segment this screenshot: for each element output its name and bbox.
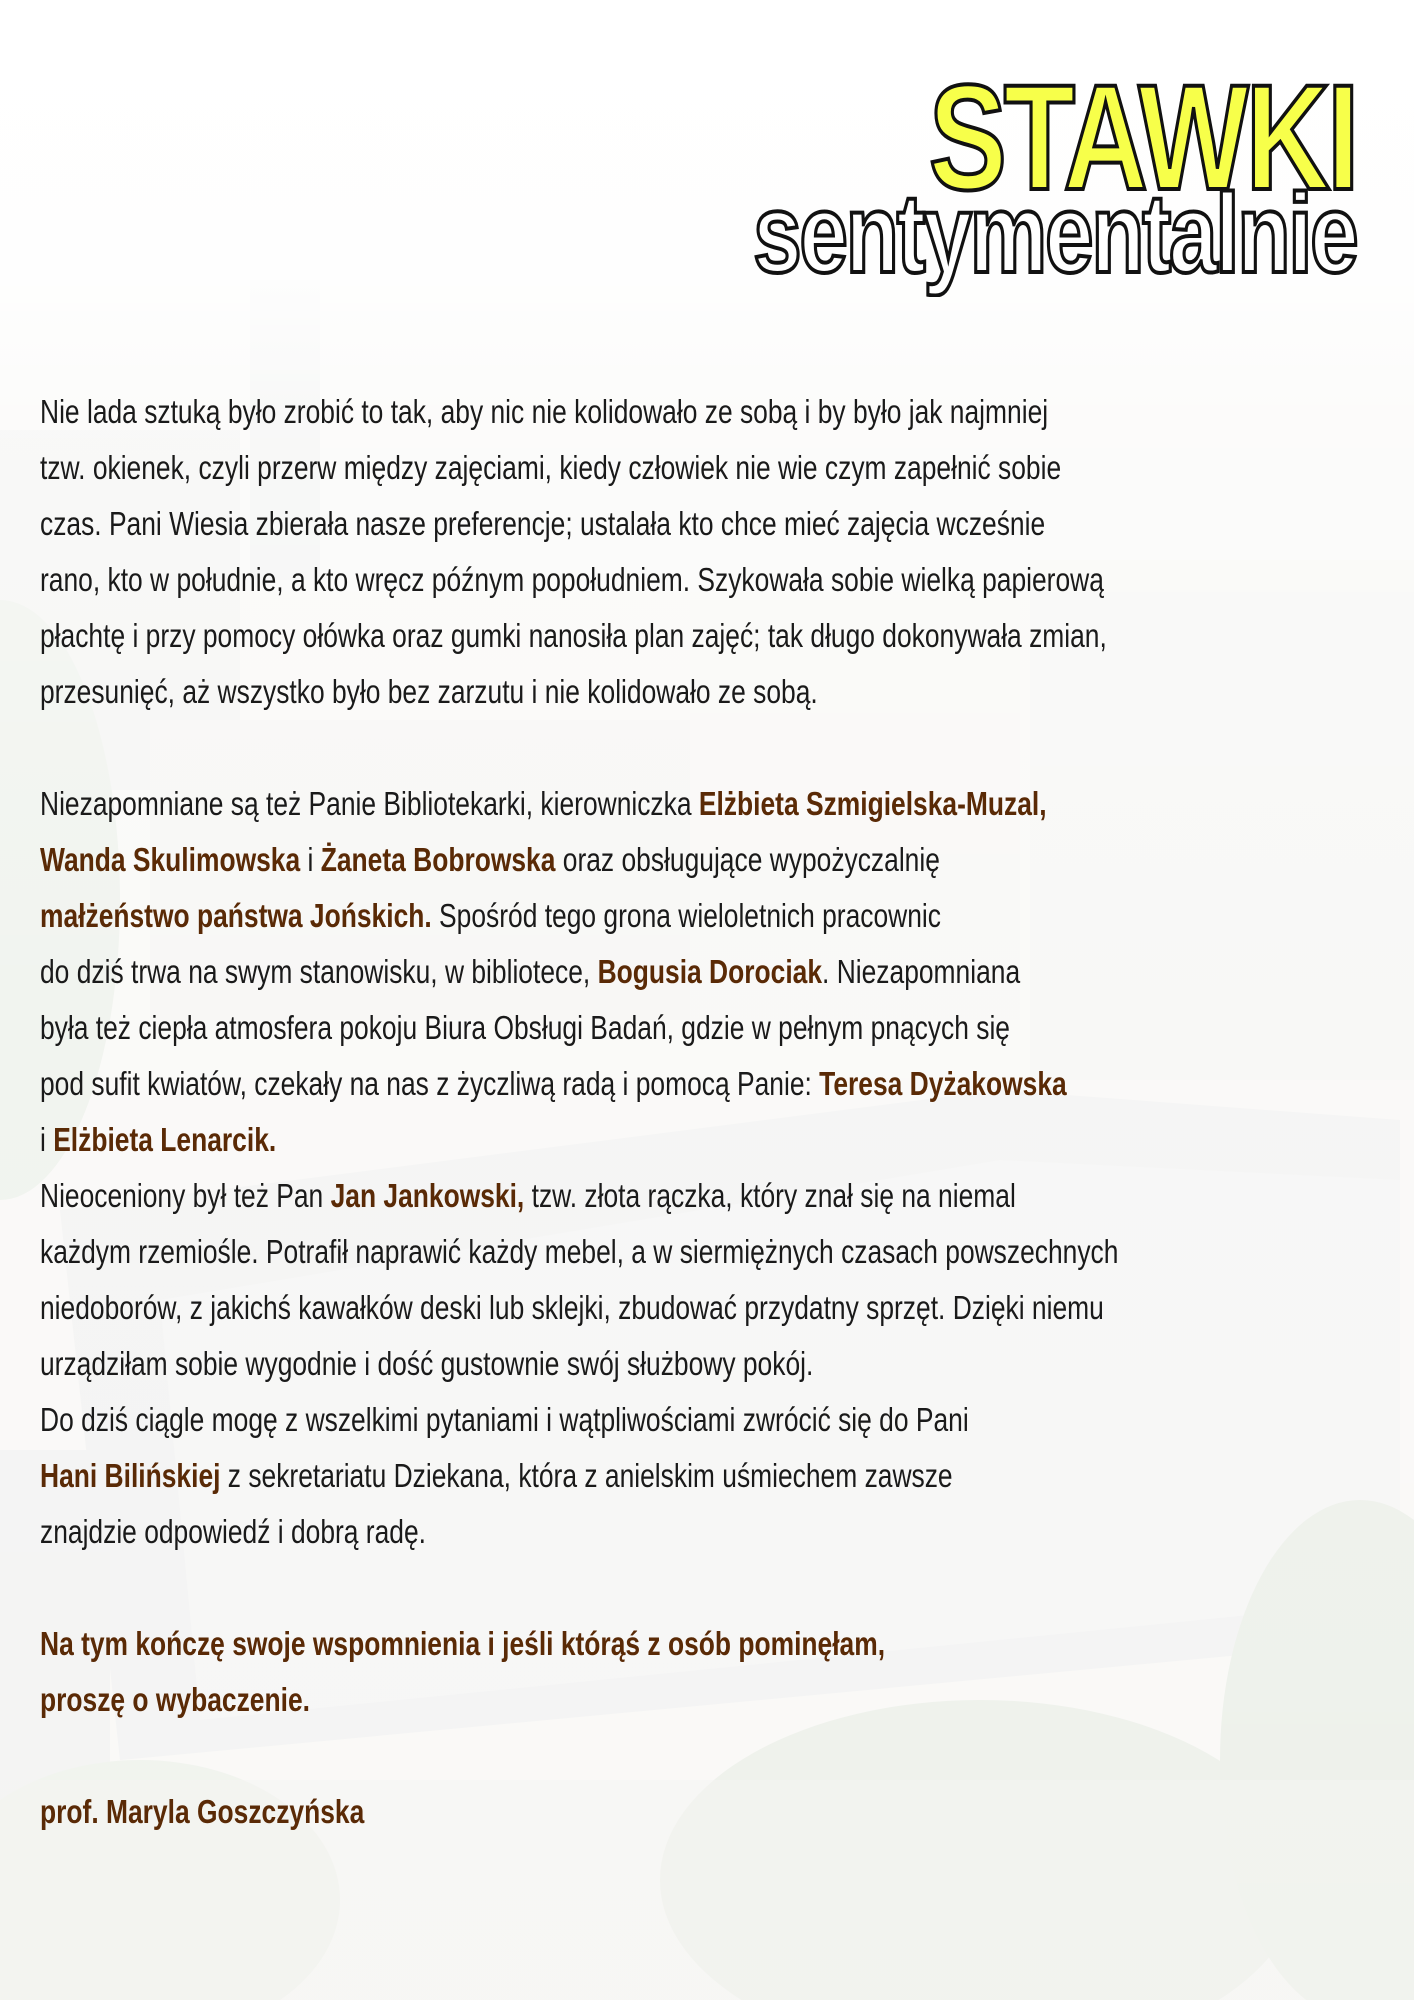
text-span: Nieoceniony był też Pan [40,1177,331,1214]
text-line: Nie lada sztuką było zrobić to tak, aby nic nie kolidowało ze sobą i by było jak najmniej [40,393,1049,430]
text-line: była też ciepła atmosfera pokoju Biura Obsługi Badań, gdzie w pełnym pnących się [40,1009,1010,1046]
text-line: Do dziś ciągle mogę z wszelkimi pytaniami i wątpliwościami zwrócić się do Pani [40,1401,969,1438]
signature: prof. Maryla Goszczyńska [40,1793,365,1830]
title-sentymentalnie: sentymentalnie [752,171,1356,296]
text-line [40,1056,1384,1112]
name-highlight: Bogusia Dorociak [597,953,823,990]
text-line [40,1112,1384,1168]
closing-line: proszę o wybaczenie. [40,1681,310,1718]
spacer [40,1728,1380,1784]
name-highlight: Teresa Dyżakowska [819,1065,1067,1102]
masthead [583,53,1356,296]
text-line [40,944,1384,1000]
name-highlight: Jan Jankowski, [330,1177,525,1214]
name-highlight: małżeństwo państwa Jońskich. [40,897,432,934]
text-span: Spośród tego grona wieloletnich pracownic [431,897,941,934]
text-span: z sekretariatu Dziekana, która z anielskim uśmiechem zawsze [220,1457,953,1494]
closing-paragraph [40,1616,1380,1728]
paragraph-2 [40,776,1380,1560]
text-span: i [40,1121,54,1158]
spacer [40,720,1380,776]
title-stawki: STAWKI [928,53,1356,221]
text-line [40,832,1384,888]
name-highlight: Wanda Skulimowska [40,841,301,878]
text-span: Niezapomniane są też Panie Bibliotekarki, kierowniczka [40,785,699,822]
text-span: do dziś trwa na swym stanowisku, w bibliotece, [40,953,598,990]
text-line: tzw. okienek, czyli przerw między zajęciami, kiedy człowiek nie wie czym zapełnić sobie [40,449,1062,486]
text-line: urządziłam sobie wygodnie i dość gustownie swój służbowy pokój. [40,1345,814,1382]
name-highlight: Hani Bilińskiej [40,1457,221,1494]
spacer [40,1560,1380,1616]
text-line [40,776,1384,832]
text-line: rano, kto w południe, a kto wręcz późnym popołudniem. Szykowała sobie wielką papierową [40,561,1104,598]
text-line: przesunięć, aż wszystko było bez zarzutu i nie kolidowało ze sobą. [40,673,818,710]
text-span: . Niezapomniana [822,953,1021,990]
name-highlight: Elżbieta Lenarcik. [53,1121,277,1158]
text-line: czas. Pani Wiesia zbierała nasze preferencje; ustalała kto chce mieć zajęcia wcześnie [40,505,1046,542]
text-span: tzw. złota rączka, który znał się na niemal [524,1177,1016,1214]
text-span: pod sufit kwiatów, czekały na nas z życzliwą radą i pomocą Panie: [40,1065,820,1102]
text-line: niedoborów, z jakichś kawałków deski lub sklejki, zbudować przydatny sprzęt. Dzięki niemu [40,1289,1104,1326]
text-span: i [300,841,321,878]
closing-line: Na tym kończę swoje wspomnienia i jeśli którąś z osób pominęłam, [40,1625,886,1662]
name-highlight: Elżbieta Szmigielska-Muzal, [698,785,1047,822]
article-body [40,384,1380,1840]
paragraph-1 [40,384,1380,720]
name-highlight: Żaneta Bobrowska [320,841,556,878]
text-line [40,888,1384,944]
text-line: znajdzie odpowiedź i dobrą radę. [40,1513,426,1550]
text-line [40,1168,1384,1224]
text-span: oraz obsługujące wypożyczalnię [555,841,940,878]
text-line: każdym rzemiośle. Potrafił naprawić każdy mebel, a w siermiężnych czasach powszechnych [40,1233,1119,1270]
text-line [40,1448,1384,1504]
text-line: płachtę i przy pomocy ołówka oraz gumki nanosiła plan zajęć; tak długo dokonywała zmian, [40,617,1107,654]
